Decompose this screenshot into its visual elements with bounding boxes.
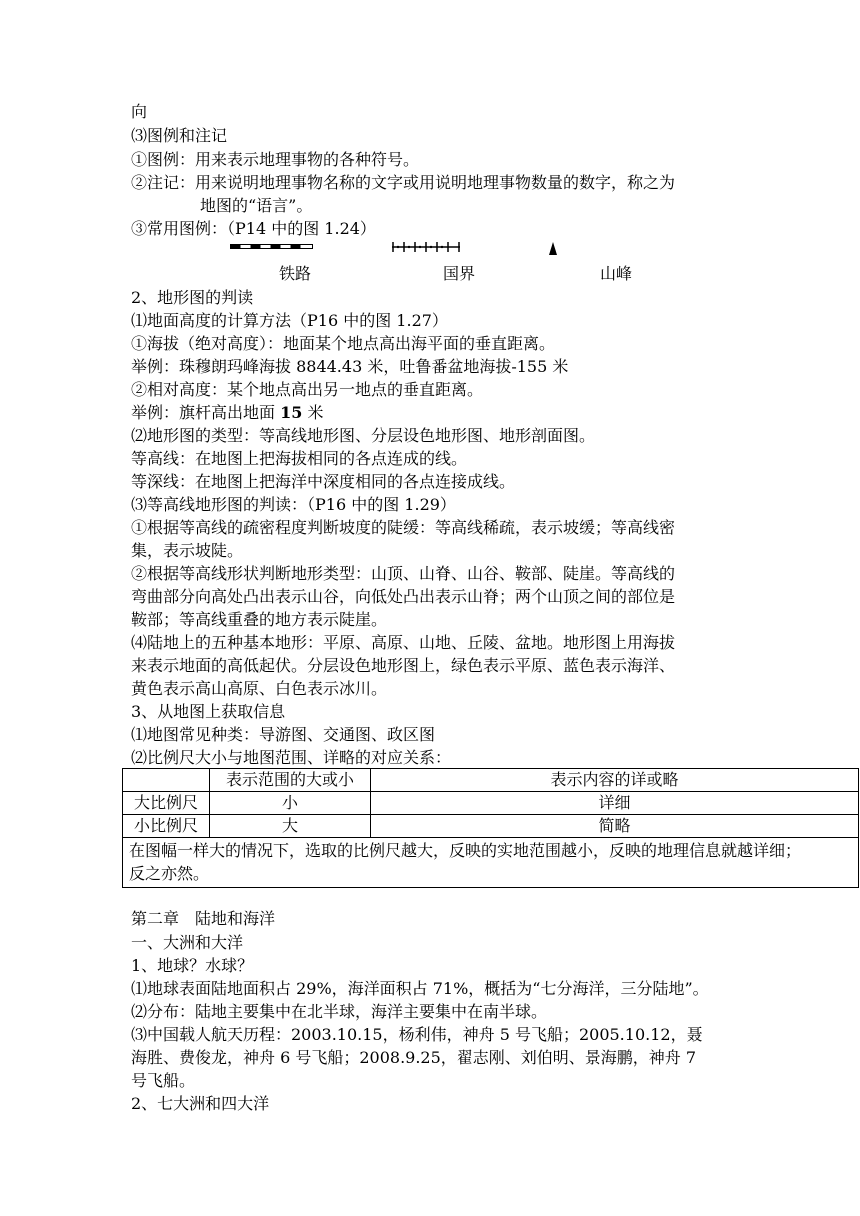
- text-line: 地图的“语言”。: [200, 196, 313, 215]
- text-line: ①根据等高线的疏密程度判断坡度的陡缓：等高线稀疏，表示坡缓；等高线密: [131, 518, 676, 537]
- text-line: ⑴地图常见种类：导游图、交通图、政区图: [131, 725, 436, 744]
- text-line: 黄色表示高山高原、白色表示冰川。: [131, 679, 388, 698]
- railway-symbol-icon: [230, 243, 314, 251]
- text-line: 集，表示坡陡。: [131, 541, 244, 560]
- table-note-line: 在图幅一样大的情况下，选取的比例尺越大，反映的实地范围越小，反映的地理信息就越详细；: [129, 841, 802, 860]
- legend-label-peak: 山峰: [600, 264, 633, 283]
- text-line: 向: [131, 102, 148, 121]
- text-line: 来表示地面的高低起伏。分层设色地形图上，绿色表示平原、蓝色表示海洋、: [131, 656, 676, 675]
- text-line: ①图例：用来表示地理事物的各种符号。: [131, 150, 420, 169]
- flag-example-prefix: 举例：旗杆高出地面: [131, 403, 281, 422]
- flag-example-suffix: 米: [302, 403, 324, 422]
- table-row: [123, 815, 859, 838]
- text-line: 海胜、费俊龙，神舟 6 号飞船；2008.9.25，翟志刚、刘伯明、景海鹏，神舟 7: [131, 1048, 697, 1067]
- section-heading: 1、地球？水球？: [131, 956, 254, 975]
- text-line: 鞍部；等高线重叠的地方表示陡崖。: [131, 610, 388, 629]
- text-line: ⑶中国载人航天历程：2003.10.15，杨利伟，神舟 5 号飞船；2005.10.12，聂: [131, 1025, 703, 1044]
- table-cell: 小: [210, 792, 371, 815]
- text-line: 号飞船。: [131, 1071, 196, 1090]
- table-cell: 详细: [371, 792, 859, 815]
- legend-label-border: 国界: [443, 264, 476, 283]
- text-line: ⑵比例尺大小与地图范围、详略的对应关系：: [131, 748, 452, 767]
- text-line: 弯曲部分向高处凸出表示山谷，向低处凸出表示山脊；两个山顶之间的部位是: [131, 587, 676, 606]
- text-line: 举例：珠穆朗玛峰海拔 8844.43 米，吐鲁番盆地海拔-155 米: [131, 357, 569, 376]
- text-line: ⑷陆地上的五种基本地形：平原、高原、山地、丘陵、盆地。地形图上用海拔: [131, 633, 676, 652]
- table-header-cell: 表示内容的详或略: [371, 769, 859, 792]
- text-line: ⑵分布：陆地主要集中在北半球，海洋主要集中在南半球。: [131, 1002, 548, 1021]
- flag-example-number: 15: [280, 403, 303, 422]
- table-note: [123, 838, 859, 888]
- section-heading: 一、大洲和大洋: [131, 933, 244, 952]
- section-heading: 2、地形图的判读: [131, 288, 254, 307]
- text-line: ②根据等高线形状判断地形类型：山顶、山脊、山谷、鞍部、陡崖。等高线的: [131, 564, 676, 583]
- table-header-row: [123, 769, 859, 792]
- table-cell: 大比例尺: [123, 792, 210, 815]
- table-row: [123, 792, 859, 815]
- table-note-row: [123, 838, 859, 888]
- text-line: ⑴地面高度的计算方法（P16 中的图 1.27）: [131, 311, 448, 330]
- border-symbol-icon: [392, 241, 462, 253]
- text-line: ③常用图例：（P14 中的图 1.24）: [131, 219, 376, 238]
- table-note-line: 反之亦然。: [129, 864, 210, 883]
- section-heading: 3、从地图上获取信息: [131, 702, 286, 721]
- text-line: ⑴地球表面陆地面积占 29%，海洋面积占 71%，概括为“七分海洋，三分陆地”。: [131, 979, 709, 998]
- text-line: ⑶等高线地形图的判读：（P16 中的图 1.29）: [131, 495, 456, 514]
- text-line: [131, 402, 323, 424]
- table-header-cell: 表示范围的大或小: [210, 769, 371, 792]
- text-line: ②相对高度：某个地点高出另一地点的垂直距离。: [131, 380, 484, 399]
- chapter-heading: 第二章 陆地和海洋: [131, 909, 276, 928]
- peak-symbol-icon: [548, 242, 558, 256]
- text-line: 等高线：在地图上把海拔相同的各点连成的线。: [131, 449, 468, 468]
- text-line: 等深线：在地图上把海洋中深度相同的各点连接成线。: [131, 472, 516, 491]
- text-line: ①海拔（绝对高度）：地面某个地点高出海平面的垂直距离。: [131, 334, 556, 353]
- section-heading: 2、七大洲和四大洋: [131, 1094, 270, 1113]
- table-cell: 大: [210, 815, 371, 838]
- scale-comparison-table: [122, 768, 859, 888]
- text-line: ⑶图例和注记: [131, 126, 228, 145]
- text-line: ⑵地形图的类型：等高线地形图、分层设色地形图、地形剖面图。: [131, 426, 596, 445]
- legend-label-railway: 铁路: [279, 264, 312, 283]
- table-cell: 简略: [371, 815, 859, 838]
- text-line: ②注记：用来说明地理事物名称的文字或用说明地理事物数量的数字，称之为: [131, 173, 676, 192]
- table-header-cell: [123, 769, 210, 792]
- table-cell: 小比例尺: [123, 815, 210, 838]
